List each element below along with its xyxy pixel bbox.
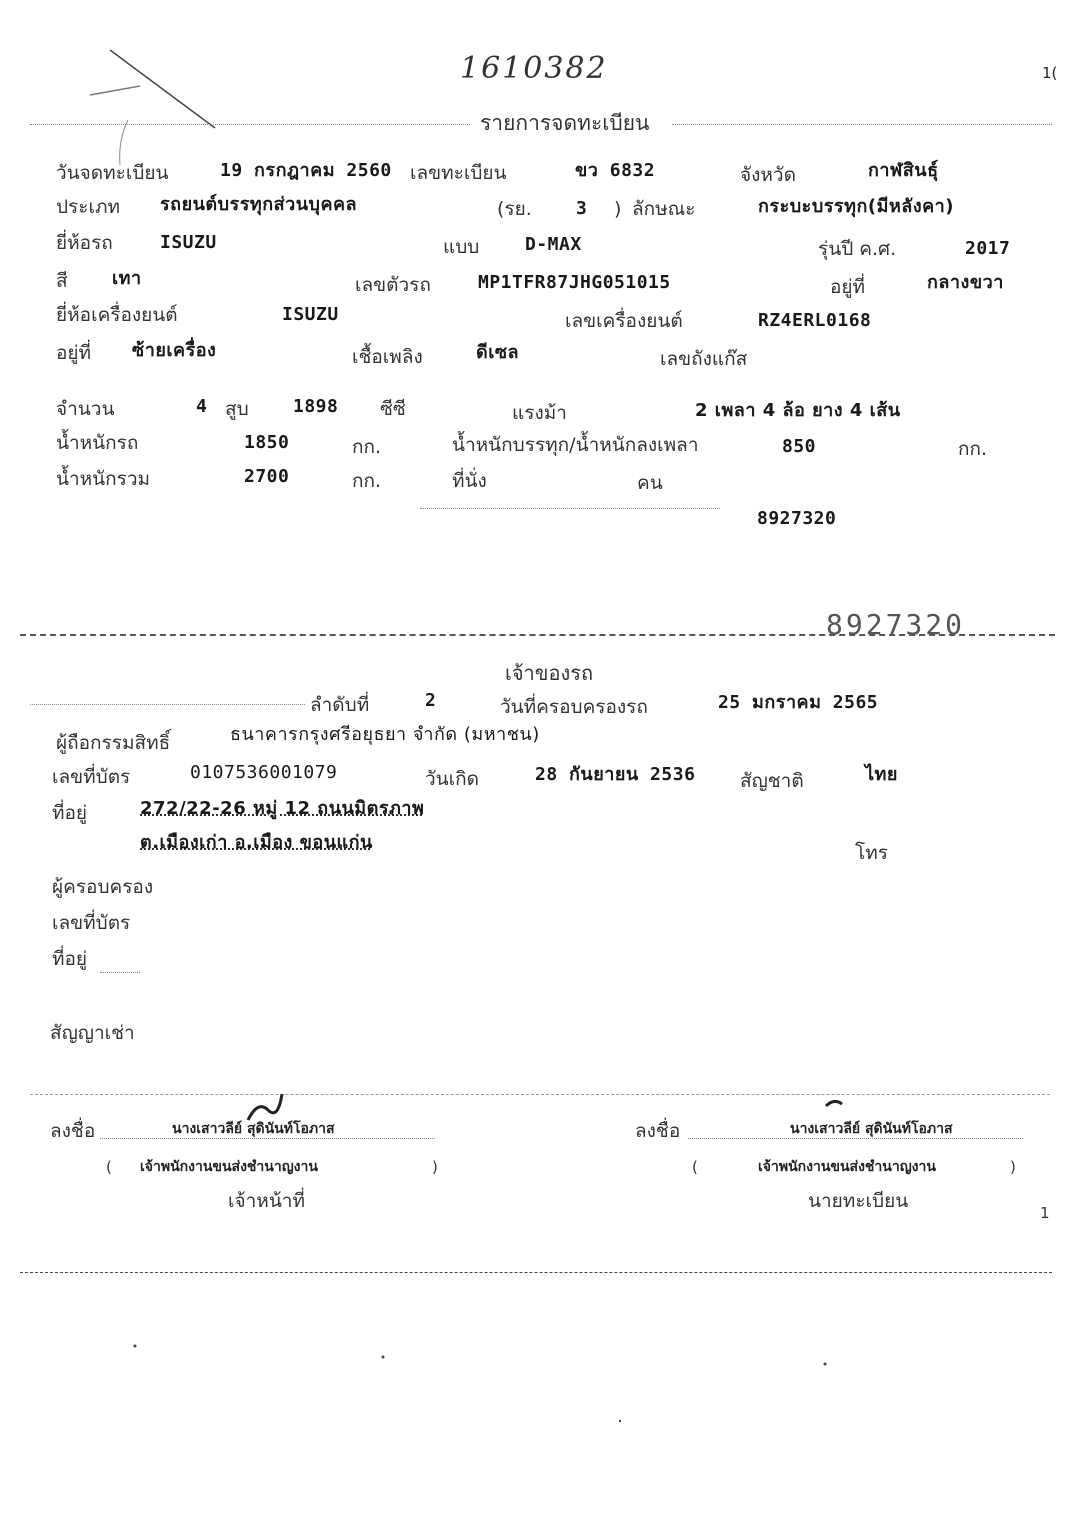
left-position-close: ): [432, 1158, 438, 1176]
phone-label: โทร: [855, 842, 888, 864]
engine-brand-value: ISUZU: [282, 304, 339, 325]
plate-label: เลขทะเบียน: [410, 162, 507, 184]
reg-date-value: 19 กรกฎาคม 2560: [220, 160, 392, 181]
holder-value: ธนาคารกรุงศรีอยุธยา จำกัด (มหาชน): [230, 724, 540, 745]
brand-value: ISUZU: [160, 232, 217, 253]
left-signer-role: เจ้าหน้าที่: [228, 1190, 306, 1212]
engine-position-value: ซ้ายเครื่อง: [132, 340, 217, 361]
card-number-label: เลขที่บัตร: [52, 766, 131, 788]
year-value: 2017: [965, 238, 1011, 259]
order-value: 2: [425, 690, 437, 711]
fuel-value: ดีเซล: [476, 342, 520, 363]
address-line-2: ต.เมืองเก่า อ.เมือง ขอนแก่น: [140, 832, 373, 853]
document-title: รายการจดทะเบียน: [480, 111, 650, 135]
code-value: 3: [576, 198, 588, 219]
right-signer-position: เจ้าพนักงานขนส่งชำนาญงาน: [758, 1159, 936, 1175]
possessor-address-label: ที่อยู่: [52, 948, 88, 970]
page-corner-number: 1(: [1042, 64, 1058, 82]
year-label: รุ่นปี ค.ศ.: [818, 238, 897, 260]
nationality-value: ไทย: [865, 764, 898, 785]
left-signer-name: นางเสาวลีย์ สุดินันท์โอภาส: [172, 1121, 335, 1137]
model-value: D-MAX: [525, 234, 582, 255]
nationality-label: สัญชาติ: [740, 770, 804, 792]
type-label: ประเภท: [56, 196, 121, 218]
engine-number-label: เลขเครื่องยนต์: [565, 310, 683, 332]
style-value: กระบะบรรทุก(มีหลังคา): [758, 196, 955, 217]
gross-weight-label: น้ำหนักรวม: [56, 468, 151, 490]
possessor-card-label: เลขที่บัตร: [52, 912, 131, 934]
chassis-value: MP1TFR87JHG051015: [478, 272, 671, 293]
load-label: น้ำหนักบรรทุก/น้ำหนักลงเพลา: [452, 434, 699, 456]
weight-value: 1850: [244, 432, 290, 453]
possession-date-value: 25 มกราคม 2565: [718, 692, 879, 713]
engine-position-label: อยู่ที่: [56, 342, 92, 364]
load-unit: กก.: [958, 438, 988, 460]
fuel-label: เชื้อเพลิง: [352, 346, 423, 368]
right-sign-label: ลงชื่อ: [635, 1120, 681, 1142]
right-signer-name: นางเสาวลีย์ สุดินันท์โอภาส: [790, 1121, 953, 1137]
horsepower-label: แรงม้า: [512, 402, 567, 424]
color-label: สี: [56, 270, 68, 292]
left-signer-position: เจ้าพนักงานขนส่งชำนาญงาน: [140, 1159, 318, 1175]
code-open: (รย.: [497, 198, 532, 220]
code-close: ): [614, 198, 622, 220]
holder-label: ผู้ถือกรรมสิทธิ์: [56, 732, 171, 754]
chassis-position-label: อยู่ที่: [830, 276, 866, 298]
weight-unit: กก.: [352, 436, 382, 458]
style-label: ลักษณะ: [632, 198, 696, 220]
displacement-value: 1898: [293, 396, 339, 417]
right-signer-role: นายทะเบียน: [808, 1190, 909, 1212]
owner-section-title: เจ้าของรถ: [505, 661, 594, 685]
plate-value: ขว 6832: [575, 160, 656, 181]
right-position-close: ): [1010, 1158, 1016, 1176]
address-line-1: 272/22-26 หมู่ 12 ถนนมิตรภาพ: [140, 798, 425, 819]
background-document-number: 8927320: [826, 608, 966, 641]
gross-weight-value: 2700: [244, 466, 290, 487]
cylinders-label: จำนวน: [56, 398, 115, 420]
load-value: 850: [782, 436, 817, 457]
seats-label: ที่นั่ง: [452, 470, 487, 492]
brand-label: ยี่ห้อรถ: [56, 232, 113, 254]
chassis-position-value: กลางขวา: [927, 272, 1004, 293]
birth-date-value: 28 กันยายน 2536: [535, 764, 696, 785]
order-label: ลำดับที่: [310, 694, 370, 716]
document-number: 8927320: [757, 508, 837, 529]
axles-value: 2 เพลา 4 ล้อ ยาง 4 เส้น: [695, 400, 901, 421]
chassis-label: เลขตัวรถ: [355, 274, 431, 296]
birth-date-label: วันเกิด: [425, 768, 479, 790]
seats-unit: คน: [637, 472, 663, 494]
engine-brand-label: ยี่ห้อเครื่องยนต์: [56, 304, 178, 326]
displacement-unit: ซีซี: [380, 398, 406, 420]
left-position-open: (: [106, 1158, 112, 1176]
cylinders-unit: สูบ: [225, 398, 249, 420]
page-number: 1: [1040, 1204, 1050, 1222]
type-value: รถยนต์บรรทุกส่วนบุคคล: [160, 194, 358, 215]
address-label: ที่อยู่: [52, 802, 88, 824]
engine-number-value: RZ4ERL0168: [758, 310, 872, 331]
handwritten-file-number: 1610382: [460, 51, 608, 86]
reg-date-label: วันจดทะเบียน: [56, 162, 169, 184]
gas-tank-label: เลขถังแก๊ส: [660, 348, 748, 370]
gross-weight-unit: กก.: [352, 470, 382, 492]
cylinders-value: 4: [196, 396, 208, 417]
color-value: เทา: [112, 268, 142, 289]
possession-date-label: วันที่ครอบครองรถ: [500, 696, 648, 718]
model-label: แบบ: [443, 236, 480, 258]
right-position-open: (: [692, 1158, 698, 1176]
left-sign-label: ลงชื่อ: [50, 1120, 96, 1142]
weight-label: น้ำหนักรถ: [56, 432, 139, 454]
province-value: กาฬสินธุ์: [868, 160, 939, 181]
province-label: จังหวัด: [740, 164, 796, 186]
lease-label: สัญญาเช่า: [50, 1022, 135, 1044]
card-number-value: 0107536001079: [190, 762, 338, 783]
possessor-label: ผู้ครอบครอง: [52, 876, 154, 898]
